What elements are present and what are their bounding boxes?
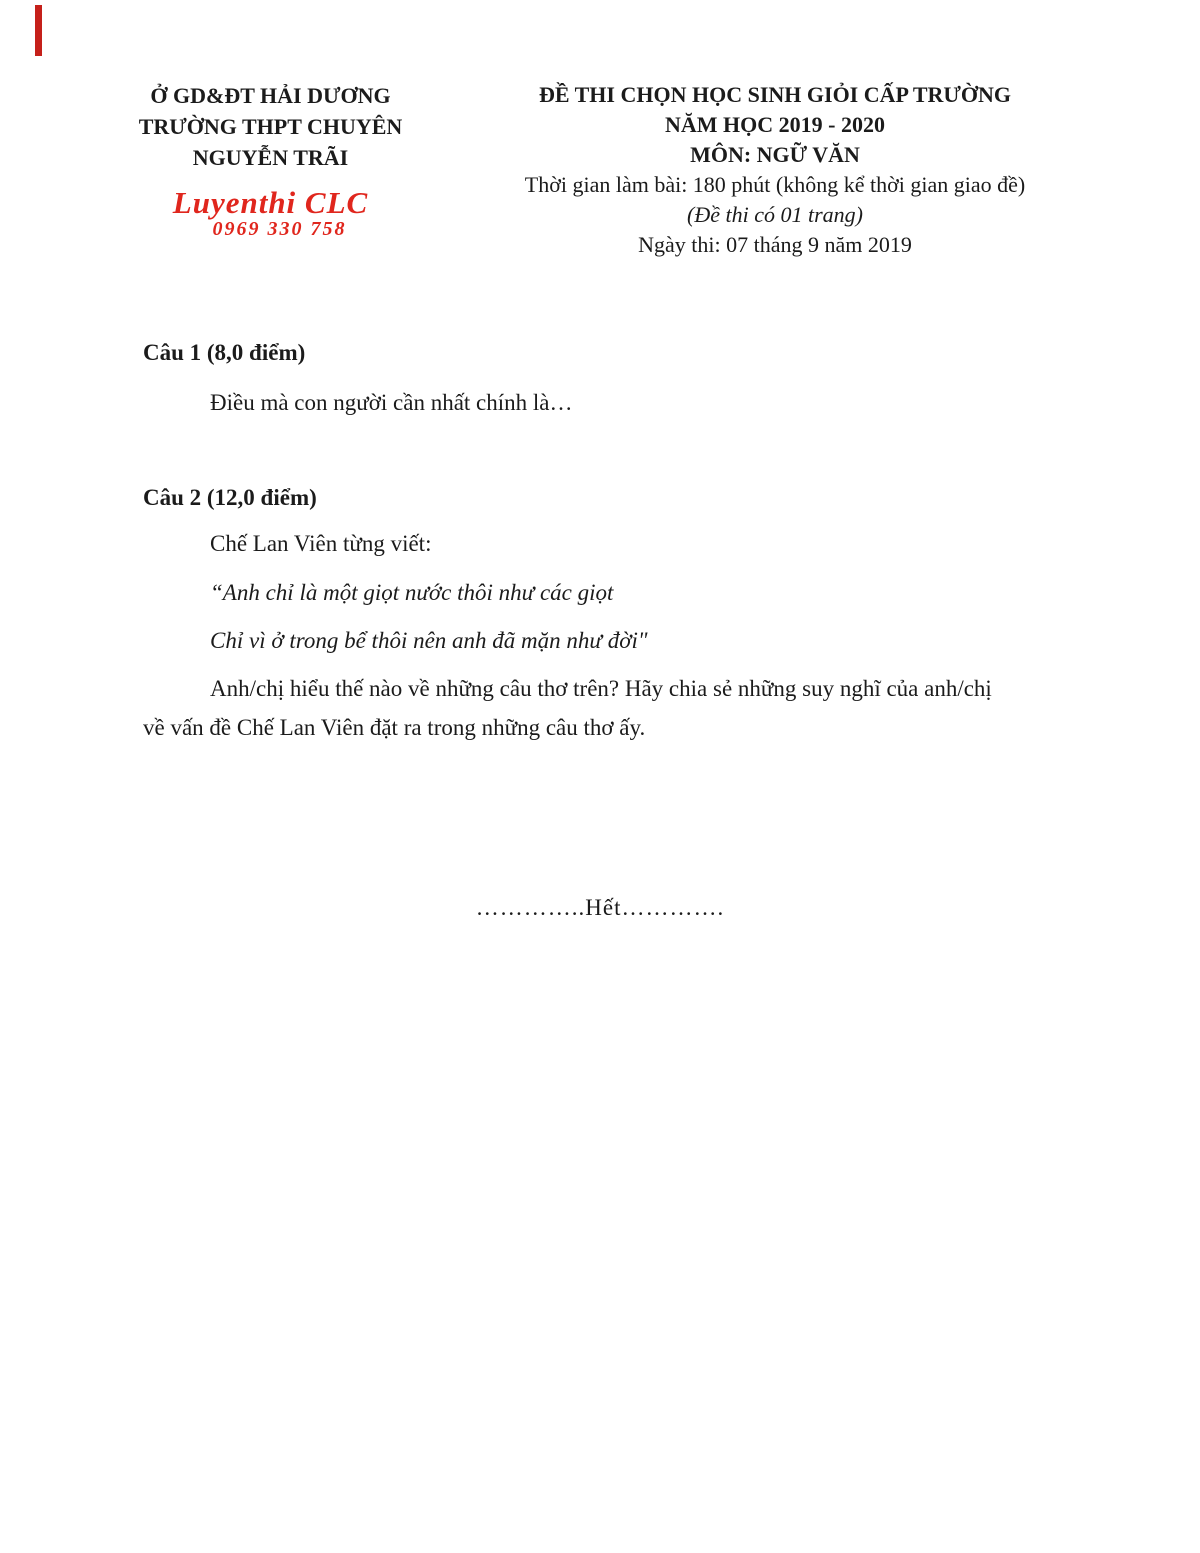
org-school-line: TRƯỜNG THPT CHUYÊN: [138, 114, 403, 139]
subject-line: MÔN: NGỮ VĂN: [690, 142, 860, 167]
question-2-heading: Câu 2 (12,0 điểm): [143, 485, 317, 510]
logo-brand-text: Luyenthi CLC: [172, 185, 369, 220]
exam-title-block: [450, 80, 1100, 260]
scan-artifact-red-mark: [35, 5, 42, 56]
issuing-org-block: [118, 80, 423, 173]
school-year-line: NĂM HỌC 2019 - 2020: [665, 112, 885, 137]
poem-quote-line-1: “Anh chỉ là một giọt nước thôi như các giọt: [210, 580, 614, 605]
exam-title-line: ĐỀ THI CHỌN HỌC SINH GIỎI CẤP TRƯỜNG: [538, 82, 1012, 107]
poem-quote-line-2: Chỉ vì ở trong bể thôi nên anh đã mặn như đời": [210, 628, 648, 653]
question-1-heading: Câu 1 (8,0 điểm): [143, 340, 306, 365]
question-1-text: Điều mà con người cần nhất chính là…: [210, 390, 573, 415]
logo-phone-number: 0969 330 758: [212, 218, 347, 240]
question-2-intro: Chế Lan Viên từng viết:: [210, 531, 432, 556]
end-of-exam-marker: …………..Hết………….: [475, 895, 725, 920]
question-2-prompt-line-2: về vấn đề Chế Lan Viên đặt ra trong những câu thơ ấy.: [143, 715, 646, 740]
question-2-prompt-line-1: Anh/chị hiểu thế nào về những câu thơ trên? Hãy chia sẻ những suy nghĩ của anh/chị: [210, 676, 992, 701]
org-department-line: Ở GD&ĐT HẢI DƯƠNG: [150, 83, 391, 108]
page-count-note: (Đề thi có 01 trang): [687, 202, 863, 227]
exam-date-line: Ngày thi: 07 tháng 9 năm 2019: [638, 232, 912, 257]
org-school-name-line: NGUYỄN TRÃI: [192, 145, 349, 170]
luyenthi-clc-logo: [118, 186, 423, 240]
duration-line: Thời gian làm bài: 180 phút (không kể thời gian giao đề): [524, 172, 1026, 197]
